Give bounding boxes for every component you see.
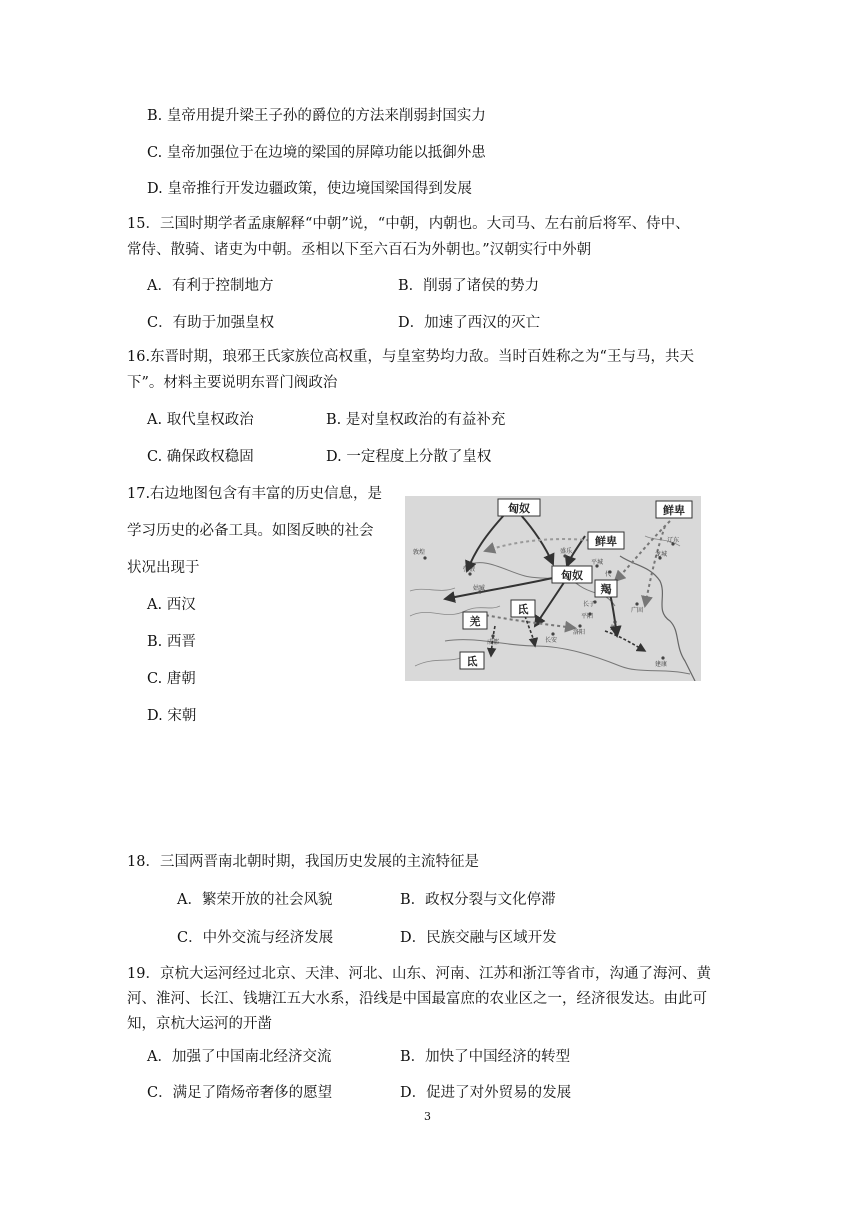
q17-option-c: C. 唐朝 [147, 671, 196, 687]
q15-stem-line2: 常侍、散骑、诸吏为中朝。丞相以下至六百石为外朝也。”汉朝实行中外朝 [127, 242, 592, 258]
q18-option-d: D．民族交融与区域开发 [400, 930, 557, 946]
map-place-label: 建康 [655, 662, 668, 668]
map-place-label: 辽东 [667, 538, 680, 544]
q19-option-a: A．加强了中国南北经济交流 [147, 1049, 332, 1065]
q18-option-a: A．繁荣开放的社会风貌 [177, 892, 333, 908]
q19-option-c: C．满足了隋炀帝奢侈的愿望 [147, 1085, 333, 1101]
q14-option-d: D. 皇帝推行开发边疆政策，使边境国梁国得到发展 [147, 181, 472, 197]
q14-option-b: B. 皇帝用提升梁王子孙的爵位的方法来削弱封国实力 [147, 108, 486, 124]
page-number: 3 [424, 1110, 431, 1123]
q17-option-b: B. 西晋 [147, 634, 196, 650]
migration-map [405, 496, 701, 681]
q14-option-c: C. 皇帝加强位于在边境的梁国的屏障功能以抵御外患 [147, 145, 486, 161]
map-tribe-label: 鲜卑 [595, 536, 617, 548]
q15-stem-line1: 15．三国时期学者孟康解释“中朝”说，“中朝，内朝也。大司马、左右前后将军、侍中、 [127, 216, 690, 232]
q18-option-c: C．中外交流与经济发展 [177, 930, 334, 946]
q19-option-d: D．促进了对外贸易的发展 [400, 1085, 572, 1101]
q17-option-a: A. 西汉 [147, 597, 196, 613]
q17-option-d: D. 宋朝 [147, 708, 197, 724]
map-place-label: 龙城 [655, 552, 668, 558]
map-place-label: 平阳 [581, 614, 594, 620]
map-place-label: 敦煌 [413, 550, 426, 556]
map-tribe-label: 氐 [517, 604, 529, 616]
q16-option-c: C. 确保政权稳固 [147, 449, 254, 465]
q18-option-b: B．政权分裂与文化停滞 [400, 892, 556, 908]
map-place-label: 成都 [487, 640, 500, 646]
q16-option-b: B. 是对皇权政治的有益补充 [326, 412, 506, 428]
map-tribe-label: 羯 [600, 584, 612, 596]
map-place-label: 代 [605, 572, 612, 578]
q19-stem-line3: 知，京杭大运河的开凿 [127, 1016, 272, 1032]
q16-option-d: D. 一定程度上分散了皇权 [326, 449, 492, 465]
q17-stem-line3: 状况出现于 [127, 560, 200, 576]
q16-stem-line1: 16.东晋时期，琅邪王氏家族位高权重，与皇室势均力敌。当时百姓称之为“王与马，共天 [127, 349, 694, 365]
map-place-label: 平城 [591, 560, 604, 566]
q19-stem-line2: 河、淮河、长江、钱塘江五大水系，沿线是中国最富庶的农业区之一，经济很发达。由此可 [127, 991, 707, 1007]
map-place-label: 盛乐 [560, 549, 573, 555]
map-place-label: 洛阳 [573, 630, 586, 636]
map-place-label: 姑臧 [473, 586, 486, 592]
q19-stem-line1: 19．京杭大运河经过北京、天津、河北、山东、河南、江苏和浙江等省市，沟通了海河、黄 [127, 966, 711, 982]
q18-stem: 18．三国两晋南北朝时期，我国历史发展的主流特征是 [127, 854, 479, 870]
q16-stem-line2: 下”。材料主要说明东晋门阀政治 [127, 375, 338, 391]
map-place-label: 长子 [583, 602, 596, 608]
map-place-label: 广固 [631, 608, 644, 614]
map-tribe-label: 匈奴 [508, 503, 530, 515]
q15-option-b: B．削弱了诸侯的势力 [398, 278, 540, 294]
q15-option-c: C．有助于加强皇权 [147, 315, 275, 331]
map-tribe-label: 鲜卑 [663, 505, 685, 517]
map-tribe-label: 羌 [469, 616, 481, 628]
q17-stem-line2: 学习历史的必备工具。如图反映的社会 [127, 523, 374, 539]
q17-stem-line1: 17.右边地图包含有丰富的历史信息，是 [127, 486, 383, 502]
q15-option-d: D．加速了西汉的灭亡 [398, 315, 541, 331]
map-place-label: 邺 [610, 626, 617, 632]
q16-option-a: A. 取代皇权政治 [147, 412, 254, 428]
map-tribe-label: 氐 [466, 656, 478, 668]
map-tribe-label: 匈奴 [561, 570, 583, 582]
map-place-label: 长安 [545, 638, 558, 644]
q15-option-a: A．有利于控制地方 [147, 278, 274, 294]
map-place-label: 张掖 [463, 567, 476, 573]
q19-option-b: B．加快了中国经济的转型 [400, 1049, 571, 1065]
